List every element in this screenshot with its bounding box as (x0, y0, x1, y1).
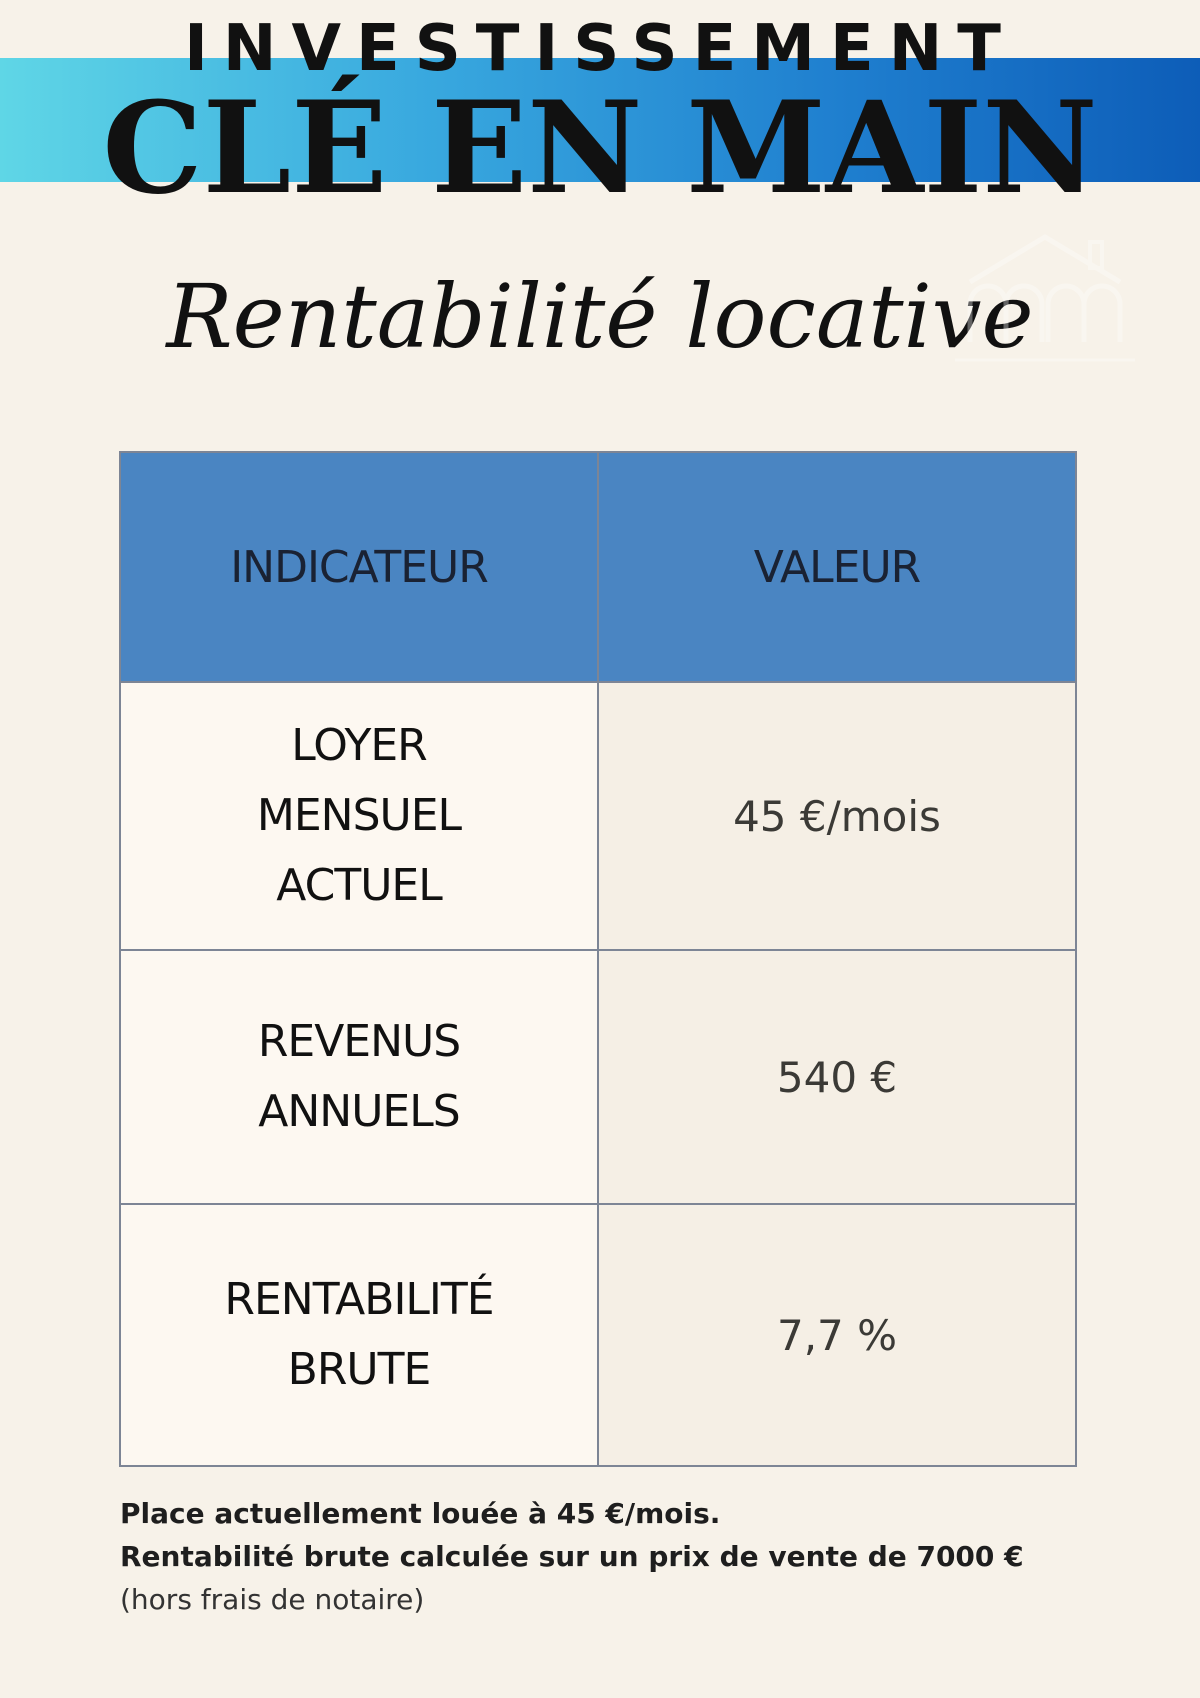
table-row (120, 950, 1076, 1204)
subtitle: Rentabilité locative (166, 265, 1034, 368)
value-cell: 45 €/mois (598, 682, 1076, 950)
house-logo-icon (950, 232, 1140, 372)
rentability-table (119, 451, 1077, 1467)
value-cell: 540 € (598, 950, 1076, 1204)
indicator-line: RENTABILITÉ (224, 1274, 494, 1325)
kicker-title: INVESTISSEMENT (184, 12, 1016, 86)
note-rent: Place actuellement louée à 45 €/mois. (120, 1497, 721, 1530)
indicator-line: LOYER (291, 720, 427, 771)
table-row (120, 682, 1076, 950)
column-header-value: VALEUR (598, 452, 1076, 682)
note-yield-basis: Rentabilité brute calculée sur un prix de vente de 7000 € (120, 1540, 1024, 1573)
indicator-cell (120, 1204, 598, 1466)
value-cell: 7,7 % (598, 1204, 1076, 1466)
indicator-line: REVENUS (257, 1016, 461, 1067)
footnotes (120, 1492, 1120, 1621)
headline-title: CLÉ EN MAIN (102, 74, 1098, 222)
indicator-line: MENSUEL (256, 790, 462, 841)
indicator-cell (120, 682, 598, 950)
indicator-line: ACTUEL (276, 860, 442, 911)
table-row (120, 1204, 1076, 1466)
note-excluding-fees: (hors frais de notaire) (120, 1583, 425, 1616)
column-header-indicator: INDICATEUR (120, 452, 598, 682)
indicator-cell (120, 950, 598, 1204)
indicator-line: BRUTE (287, 1344, 431, 1395)
indicator-line: ANNUELS (258, 1086, 460, 1137)
